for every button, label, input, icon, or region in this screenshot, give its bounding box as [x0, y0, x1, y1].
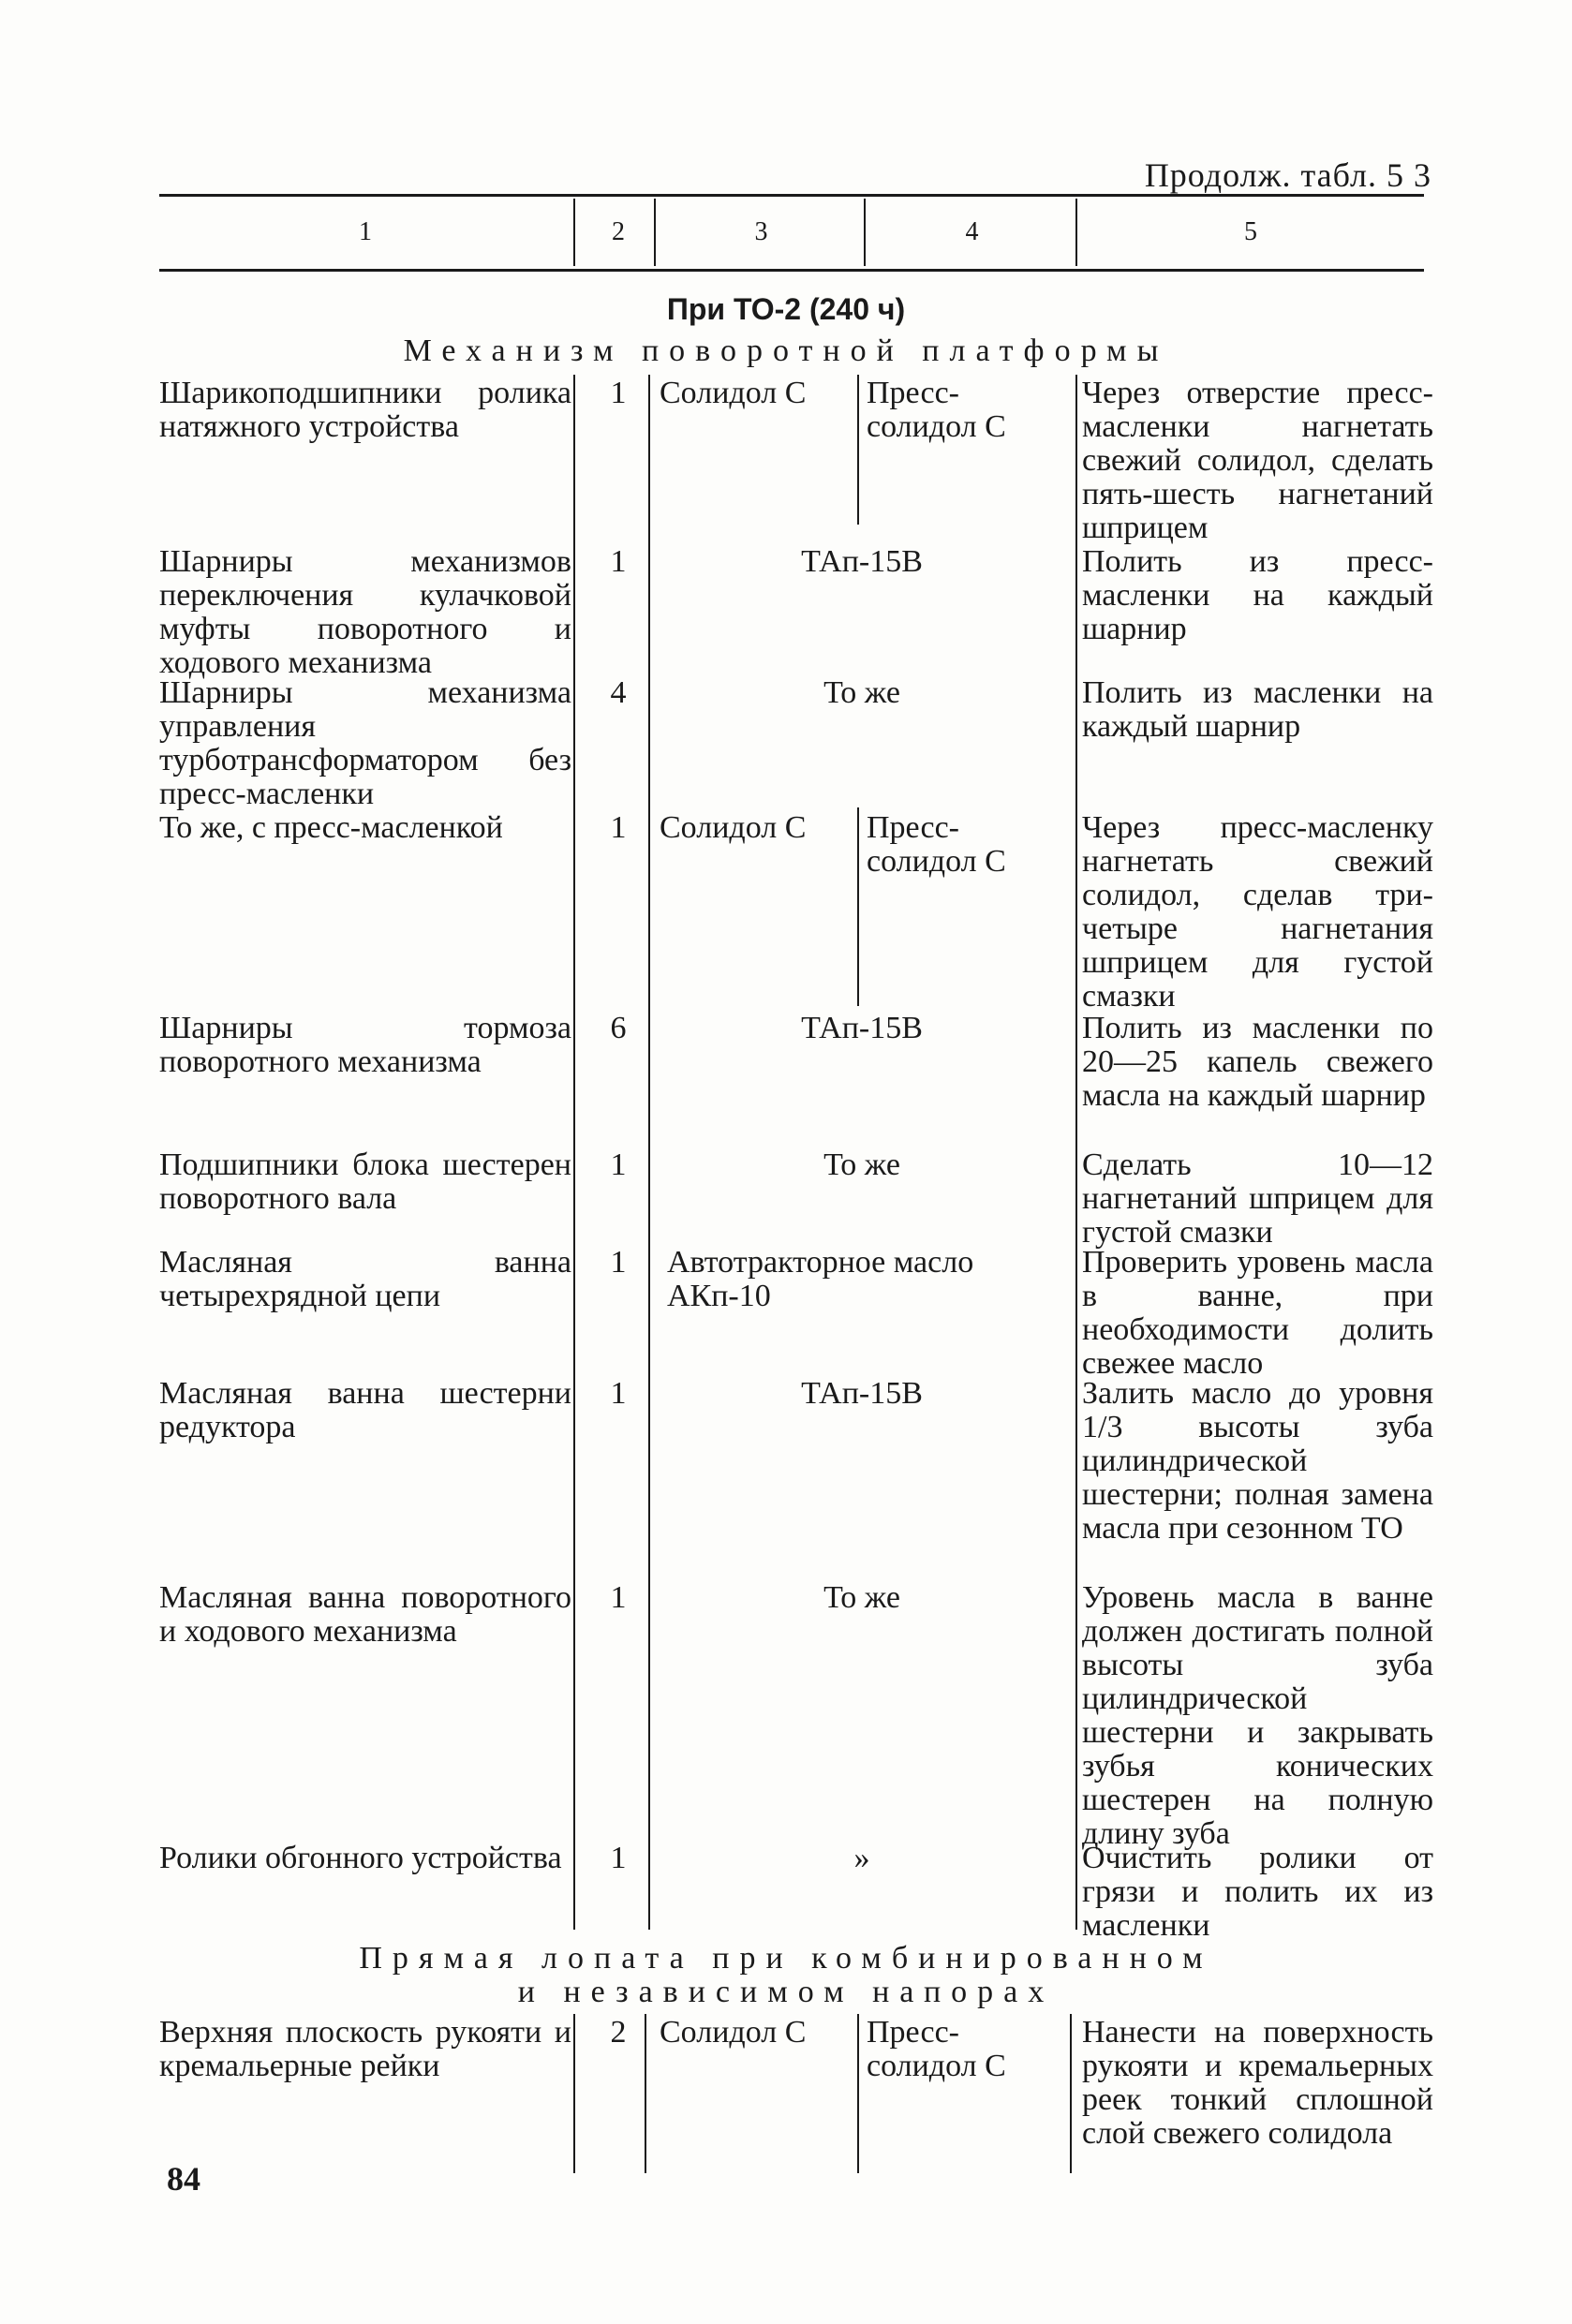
row-instruction: Через пресс-масленку нагнетать свежий солидол, сделав три-четыре нагнетания шприцем для густой смазки — [1082, 810, 1433, 1014]
row-count: 1 — [610, 1245, 627, 1280]
row-count: 1 — [610, 1147, 627, 1182]
row-instruction: Полить из пресс-масленки на каждый шарнир — [1082, 544, 1433, 646]
row-instruction: Нанести на поверхность рукояти и кремальерных реек тонкий сплошной слой свежего солидола — [1082, 2015, 1433, 2151]
row-instruction: Уровень масла в ванне должен достигать полной высоты зуба цилиндрической шестерни и закрывать зубья конических шестерен на полную длину зуба — [1082, 1580, 1433, 1851]
running-head: Продолж. табл. 5 3 — [1144, 156, 1431, 194]
column-number-1: 1 — [359, 217, 372, 246]
row-lubricant: То же — [823, 1147, 900, 1182]
column-number-5: 5 — [1244, 217, 1257, 246]
row-instruction: Сделать 10—12 нагнетаний шприцем для густой смазки — [1082, 1147, 1433, 1250]
row-lubricant: Солидол С — [660, 376, 807, 410]
row-count: 1 — [610, 1376, 627, 1411]
row-part: Шарниры механизма управления турботрансформатором без пресс-масленки — [159, 675, 571, 811]
subsection-heading-2-line-1: Прямая лопата при комбинированном — [359, 1941, 1213, 1976]
row-part: Шарниры тормоза поворотного механизма — [159, 1011, 571, 1079]
row-lubricant: ТАп-15В — [801, 1011, 923, 1045]
row-part: Подшипники блока шестерен поворотного вала — [159, 1147, 571, 1216]
subsection-heading: Механизм поворотной платформы — [403, 333, 1169, 368]
column-divider — [1075, 375, 1077, 1930]
row-count: 1 — [610, 1841, 627, 1875]
subsection-heading-2-line-2: и независимом напорах — [517, 1975, 1055, 2009]
column-number-4: 4 — [965, 217, 979, 246]
row-lubricant: Автотракторное масло АКп-10 — [667, 1245, 974, 1313]
row-instruction: Полить из масленки на каждый шарнир — [1082, 675, 1433, 744]
row-count: 1 — [610, 376, 627, 410]
row-count: 1 — [610, 1580, 627, 1615]
row-lubricant: Солидол С — [660, 810, 807, 845]
row-instruction: Проверить уровень масла в ванне, при необходимости долить свежее масло — [1082, 1245, 1433, 1381]
row-part: Ролики обгонного устройства — [159, 1841, 562, 1875]
row-count: 1 — [610, 810, 627, 845]
header-divider — [654, 199, 656, 266]
column-divider — [1070, 2014, 1072, 2173]
row-instruction: Через отверстие пресс-масленки нагнетать свежий солидол, сделать пять-шесть нагнетаний шприцем — [1082, 376, 1433, 545]
row-count: 2 — [610, 2015, 627, 2050]
row-substitute: Пресс-солидол С — [867, 2015, 1006, 2083]
column-number-3: 3 — [754, 217, 768, 246]
row-lubricant: То же — [823, 675, 900, 710]
row-part: Шарикоподшипники ролика натяжного устройства — [159, 376, 571, 444]
row-lubricant: То же — [823, 1580, 900, 1615]
row-part: Масляная ванна шестерни редуктора — [159, 1376, 571, 1444]
row-part: Шарниры механизмов переключения кулачковой муфты поворотного и ходового механизма — [159, 544, 571, 680]
column-divider — [573, 2014, 575, 2173]
page-number: 84 — [167, 2160, 200, 2198]
row-count: 4 — [610, 675, 627, 710]
row-substitute: Пресс-солидол С — [867, 376, 1006, 444]
row-count: 1 — [610, 544, 627, 579]
row-part: Верхняя плоскость рукояти и кремальерные рейки — [159, 2015, 571, 2083]
row-count: 6 — [610, 1011, 627, 1045]
column-divider — [573, 375, 575, 1930]
header-divider — [864, 199, 866, 266]
row-instruction: Залить масло до уровня 1/3 высоты зуба цилиндрической шестерни; полная замена масла при сезонном ТО — [1082, 1376, 1433, 1546]
header-divider — [1075, 199, 1077, 266]
row-part: Масляная ванна четырехрядной цепи — [159, 1245, 571, 1313]
row-instruction: Очистить ролики от грязи и полить их из масленки — [1082, 1841, 1433, 1943]
row-instruction: Полить из масленки по 20—25 капель свежего масла на каждый шарнир — [1082, 1011, 1433, 1113]
row-lubricant: ТАп-15В — [801, 1376, 923, 1411]
row-part: То же, с пресс-масленкой — [159, 810, 503, 845]
column-number-2: 2 — [612, 217, 625, 246]
row-part: Масляная ванна поворотного и ходового механизма — [159, 1580, 571, 1649]
row-lubricant: Солидол С — [660, 2015, 807, 2050]
table-top-rule — [159, 194, 1424, 197]
row-lubricant: » — [853, 1841, 870, 1875]
row-substitute: Пресс-солидол С — [867, 810, 1006, 879]
section-heading: При ТО-2 (240 ч) — [666, 292, 906, 326]
table-header-rule — [159, 269, 1424, 272]
header-divider — [573, 199, 575, 266]
row-lubricant: ТАп-15В — [801, 544, 923, 579]
